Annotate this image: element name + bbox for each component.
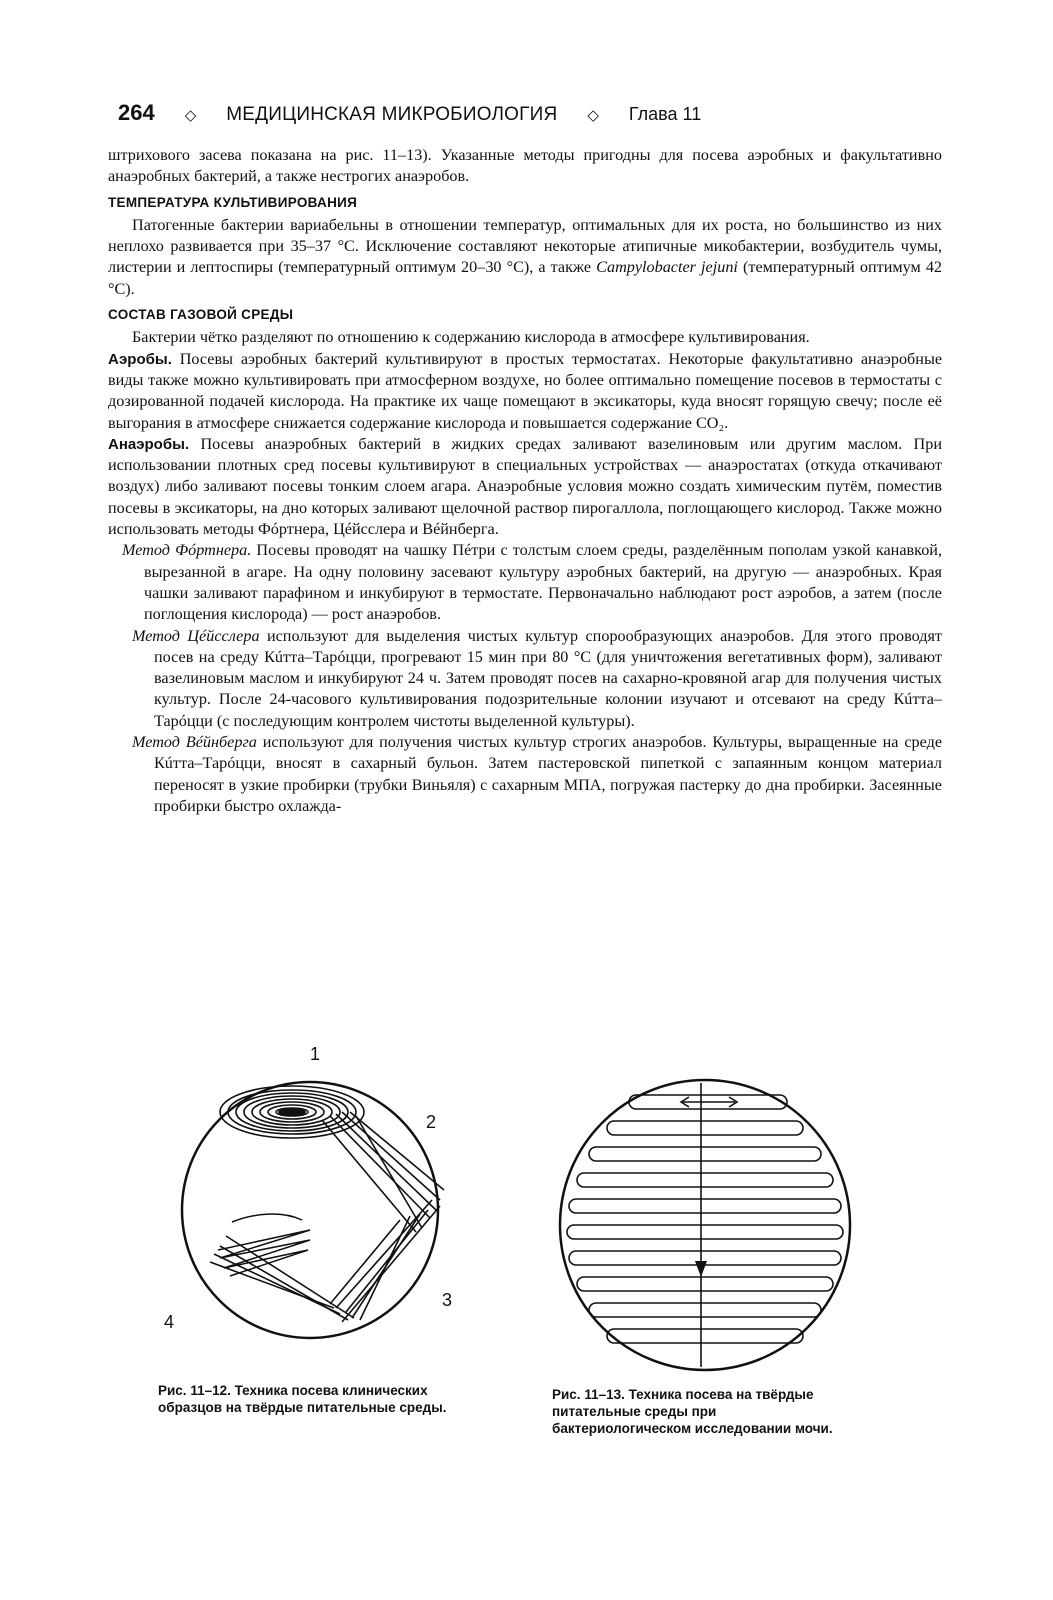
aerobes-text: Посевы аэробных бактерий культивируют в простых термостатах. Некоторые факультативно анаэробные виды также можно культивировать при атмосферном воздухе, но более оптимально помещение посевов в термостаты с дозированной подачей кислорода. На практике их чаще помещают в эксикаторы, куда вносят горящую свечу; после её выгорания в атмосфере снижается содержание кислорода и повышается содержание СО₂.	[108, 349, 943, 432]
book-title: МЕДИЦИНСКАЯ МИКРОБИОЛОГИЯ	[226, 104, 558, 125]
anaerobes-label: Анаэробы.	[108, 435, 190, 453]
temperature-text: Патогенные бактерии вариабельны в отношении температур, оптимальных для их роста, но большинство из них неплохо развивается при 35–37 °С. Исключение составляют некоторые атипичные микобактерии, возбудитель чумы, листерии и лептоспиры (температурный оптимум 20–30 °С), а также	[108, 215, 942, 277]
method-text: используют для получения чистых культур строгих анаэробов. Культуры, выращенные на среде Кúтта–Тарóцци, вносят в сахарный бульон. Затем пастеровской пипеткой с запаянным концом материал переносят в узкие пробирки (трубки Виньяля) с сахарным МПА, погружая пастерку до дна пробирки. Засеянные пробирки быстро охлажда-	[154, 733, 943, 815]
petri-dish-serpentine-streak	[555, 1075, 855, 1375]
diamond-icon: ◇	[587, 107, 599, 124]
figure-caption: Рис. 11–12. Техника посева клинических образцов на твёрдые питательные среды.	[158, 1383, 447, 1415]
temperature-text-end: (температурный оптимум 42 °С).	[108, 258, 943, 298]
page-number: 264	[118, 100, 155, 125]
method-weinberg	[132, 732, 942, 817]
figure-label: 2	[426, 1112, 437, 1132]
aerobes-label: Аэробы.	[108, 350, 172, 368]
diamond-icon: ◇	[184, 107, 197, 124]
temperature-heading: ТЕМПЕРАТУРА КУЛЬТИВИРОВАНИЯ	[108, 194, 358, 210]
running-header	[118, 100, 938, 136]
species-name: Campylobacter jejuni	[596, 258, 738, 277]
petri-dish-quadrant-streak	[160, 1050, 460, 1350]
method-text: используют для выделения чистых культур спорообразующих анаэробов. Для этого проводят посев на среду Кúтта–Тарóцци, прогревают 15 мин при 80 °С (для уничтожения вегетативных форм), заливают вазелиновым маслом и инкубируют 24 ч. Затем проводят посев на сахарно-кровяной агар для получения чистых культур. После 24-часового культивирования подозрительные колонии изучают и отсевают на среду Кúтта–Тарóцци (с последующим контролем чистоты выделенной культуры).	[154, 626, 942, 730]
figure-streak-urine	[555, 1075, 855, 1375]
method-title: Метод Фóртнера.	[122, 541, 252, 560]
method-zeissler	[132, 626, 942, 732]
figure-label: 1	[310, 1044, 321, 1064]
intro-paragraph: штрихового засева показана на рис. 11–13). Указанные методы пригодны для посева аэробных и факультативно анаэробных бактерий, а также нестрогих анаэробов.	[108, 146, 942, 186]
aerobes-paragraph	[108, 349, 942, 434]
figure-label: 3	[442, 1290, 453, 1310]
anaerobes-paragraph	[108, 434, 942, 540]
method-text: Посевы проводят на чашку Пéтри с толстым слоем среды, разделённым пополам узкой канавкой, вырезанной в агаре. На одну половину засевают культуру аэробных бактерий, на другую — анаэробных. Края чашки заливают парафином и инкубируют в термостате. Первоначально наблюдают рост аэробов, а затем (после поглощения кислорода) — рост анаэробов.	[144, 541, 943, 624]
method-title: Метод Цéйсслера	[132, 626, 260, 645]
gas-paragraph: Бактерии чётко разделяют по отношению к содержанию кислорода в атмосфере культивирования.	[132, 328, 810, 347]
anaerobes-text: Посевы анаэробных бактерий в жидких средах заливают вазелиновым или другим маслом. При использовании плотных сред посевы культивируют в специальных устройствах — анаэростатах (откуда откачивают воздух) либо заливают посевы тонким слоем агара. Анаэробные условия можно создать химическим путём, поместив посевы в эксикаторы, на дно которых заливают щелочной раствор пирогаллола, поглощающего кислород. Также можно использовать методы Фóртнера, Цéйсслера и Вéйнберга.	[108, 434, 943, 539]
temperature-paragraph	[108, 215, 942, 300]
chapter-label: Глава 11	[628, 104, 702, 124]
figure-streak-clinical	[160, 1044, 460, 1350]
figure-label: 4	[164, 1312, 175, 1332]
figure-caption: Рис. 11–13. Техника посева на твёрдые питательные среды при бактериологическом исследовании мочи.	[552, 1387, 833, 1436]
gas-heading: СОСТАВ ГАЗОВОЙ СРЕДЫ	[108, 307, 294, 323]
method-title: Метод Вéйнберга	[132, 733, 257, 752]
method-fortner	[122, 540, 942, 625]
body-text	[108, 145, 942, 817]
